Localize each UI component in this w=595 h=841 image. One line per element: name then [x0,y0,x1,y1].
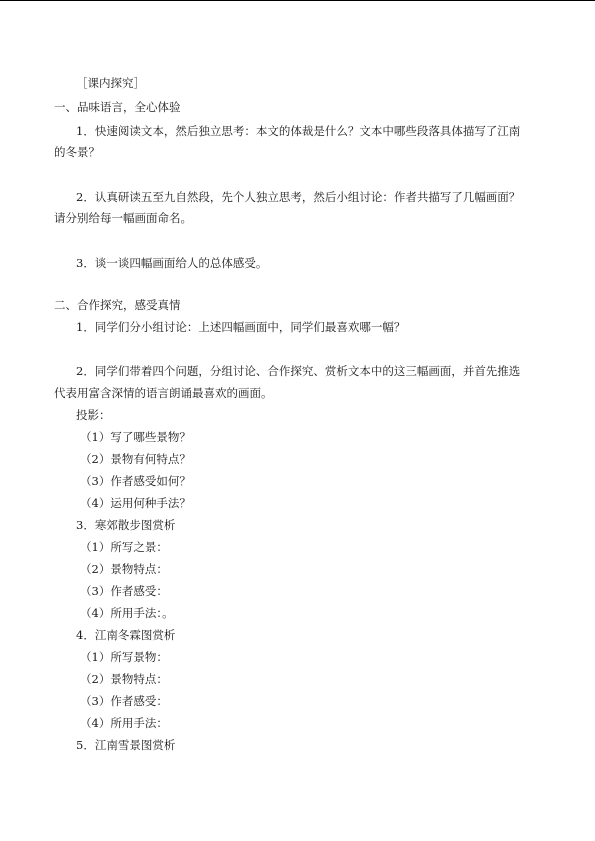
s1-q1-line2: 的冬景？ [54,145,100,159]
projection-item: （4）运用何种手法？ [80,496,191,510]
s2-q2-line1: 2．同学们带着四个问题，分组讨论、合作探究、赏析文本中的这三幅画面，并首先推选 [76,364,521,378]
s2-q3-item: （1）所写之景： [80,540,168,554]
projection-item: （3）作者感受如何？ [80,474,191,488]
s1-q1-line1: 1．快速阅读文本，然后独立思考：本文的体裁是什么？文本中哪些段落具体描写了江南 [76,124,521,138]
s1-q2-line2: 请分别给每一幅画面命名。 [54,211,192,225]
s2-q5-title: 5．江南雪景图赏析 [76,738,176,752]
s2-q1: 1．同学们分小组讨论：上述四幅画面中，同学们最喜欢哪一幅？ [76,320,406,334]
s2-q4-title: 4．江南冬霖图赏析 [76,628,176,642]
s2-q4-item: （3）作者感受： [80,694,168,708]
projection-item: （2）景物有何特点？ [80,452,191,466]
s2-q2-line2: 代表用富含深情的语言朗诵最喜欢的画面。 [54,386,273,400]
s2-q3-item: （3）作者感受： [80,584,168,598]
s2-q4-item: （4）所用手法： [80,716,168,730]
s2-q3-item: （4）所用手法：。 [80,606,174,620]
s2-q4-item: （2）景物特点： [80,672,168,686]
s2-q3-item: （2）景物特点： [80,562,168,576]
projection-label: 投影： [76,408,111,422]
section2-heading: 二、合作探究，感受真情 [54,298,181,312]
s2-q3-title: 3．寒郊散步图赏析 [76,518,176,532]
header-title: ［课内探究］ [76,76,145,90]
section1-heading: 一、品味语言，全心体验 [54,100,181,114]
s2-q4-item: （1）所写景物： [80,650,168,664]
s1-q3: 3．谈一谈四幅画面给人的总体感受。 [76,256,268,270]
s1-q2-line1: 2．认真研读五至九自然段，先个人独立思考，然后小组讨论：作者共描写了几幅画面？ [76,190,521,204]
projection-item: （1）写了哪些景物？ [80,430,191,444]
